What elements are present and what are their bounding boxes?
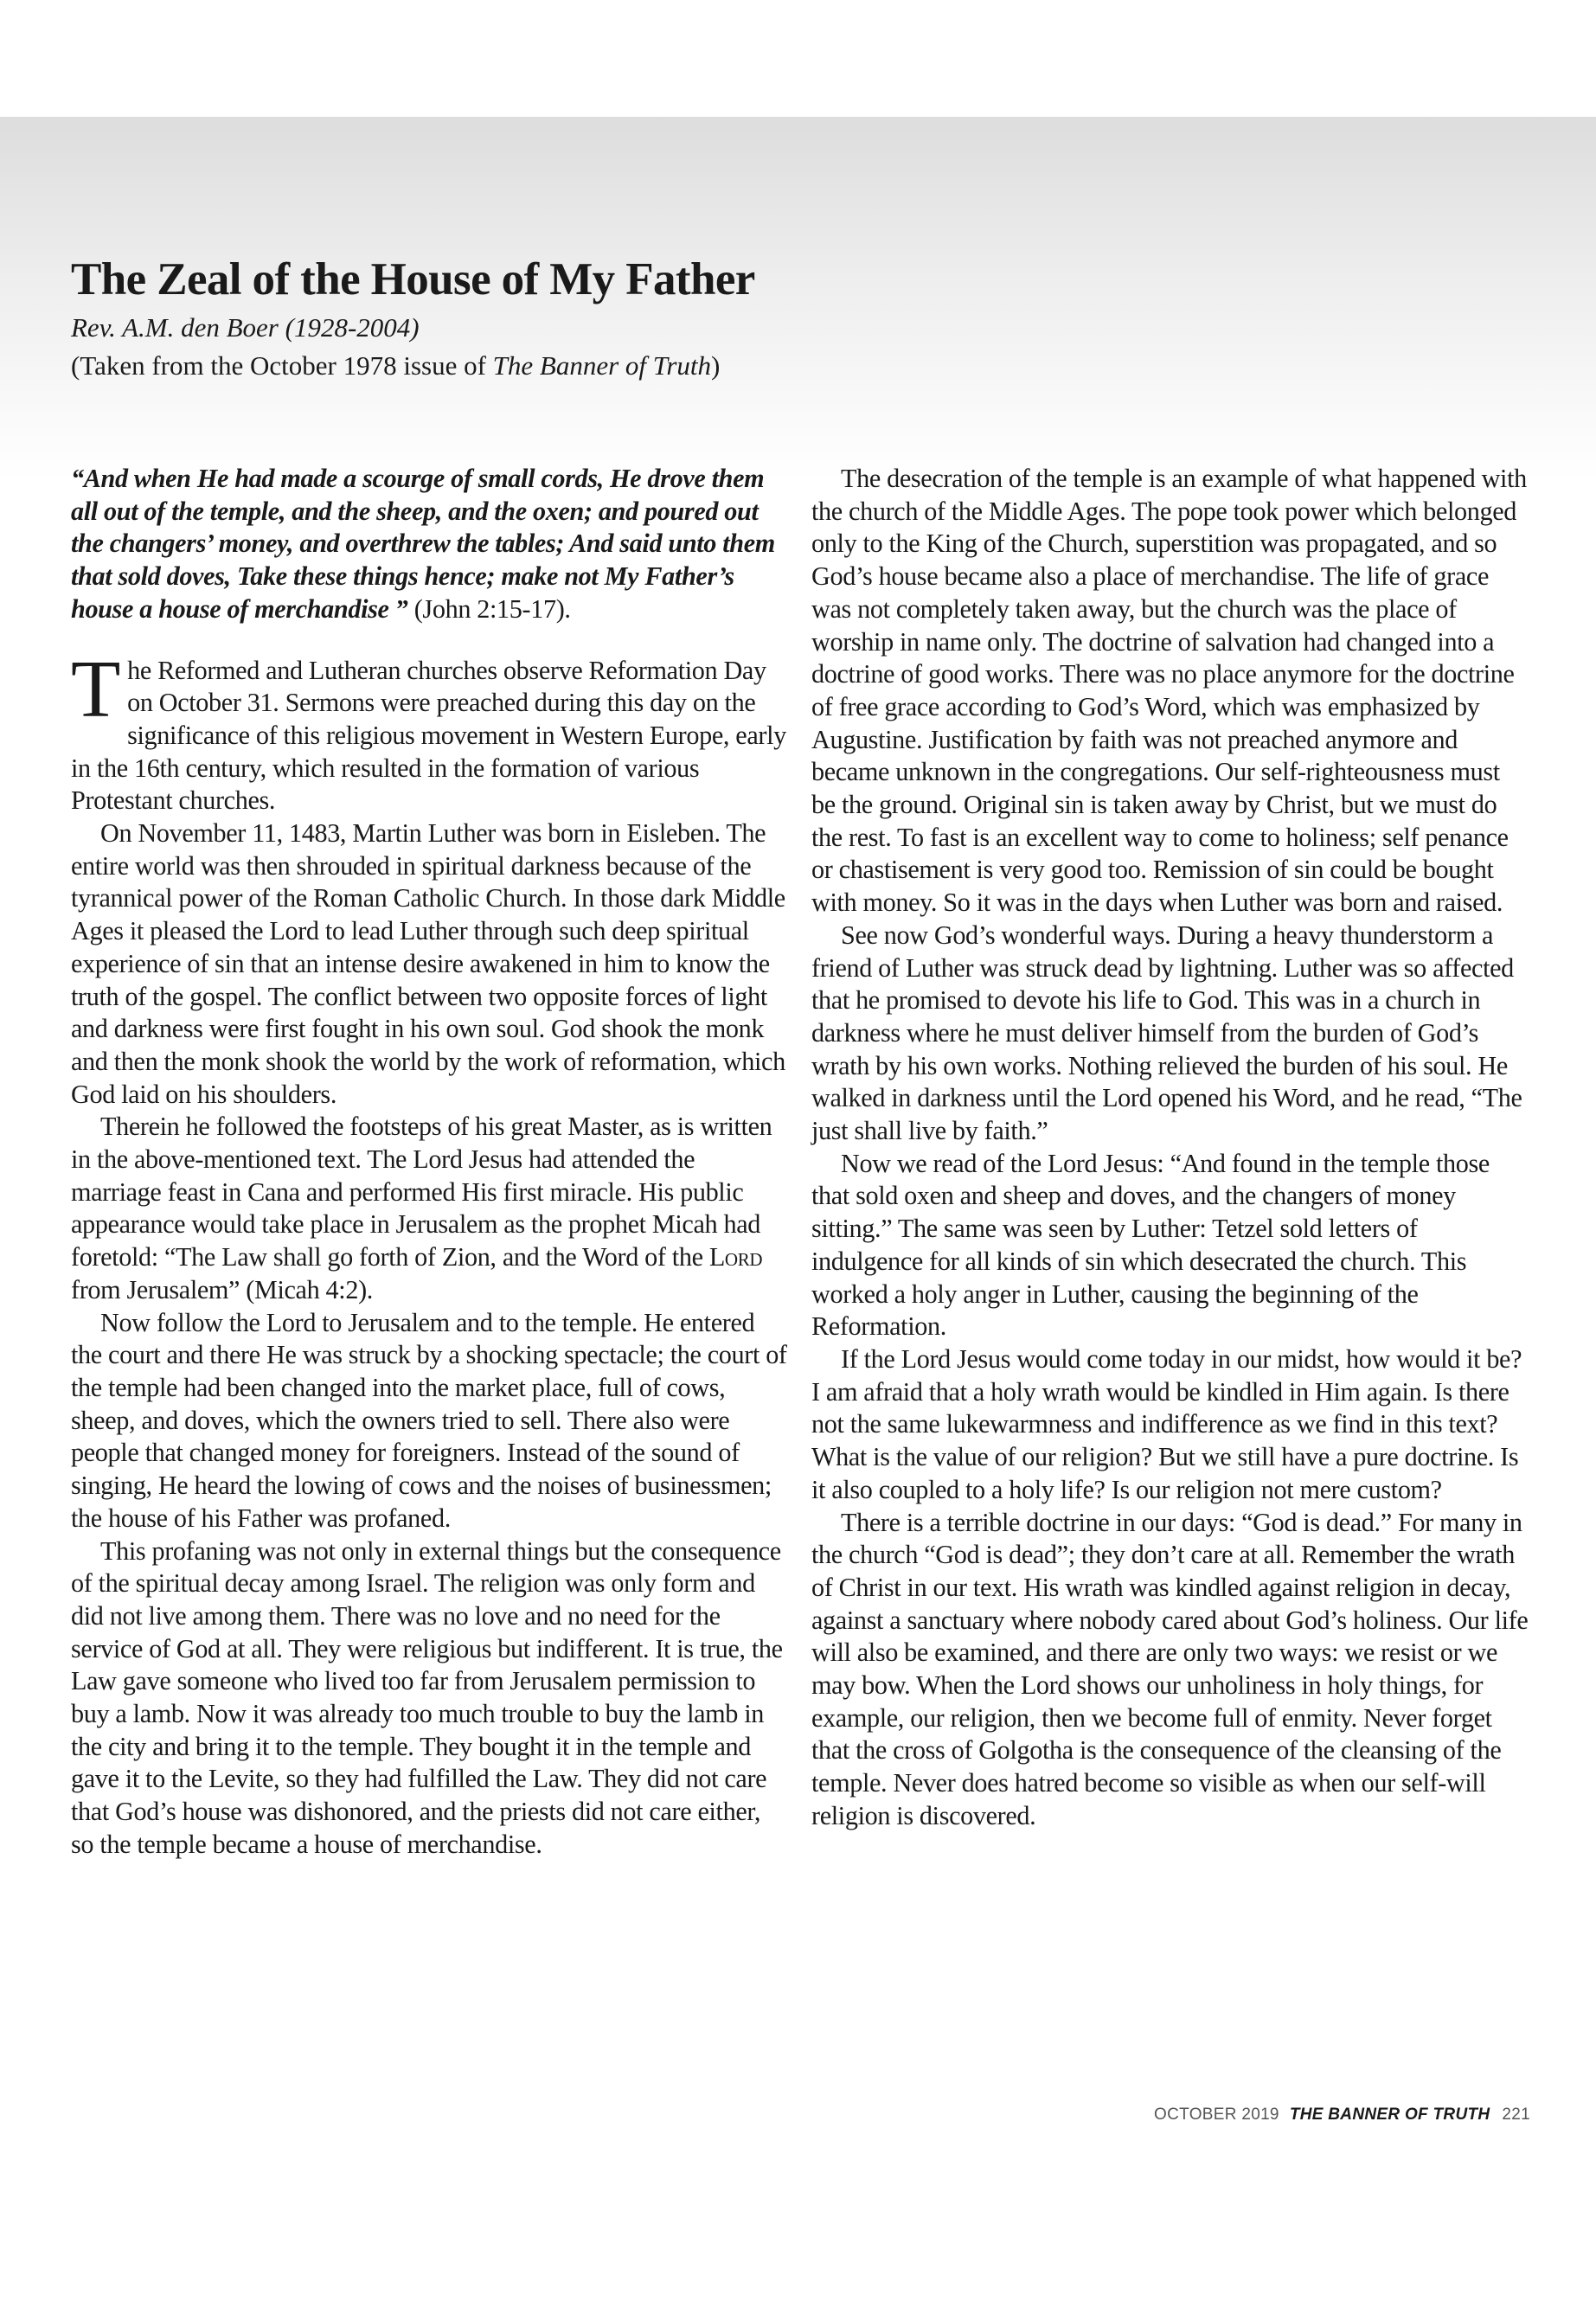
body-paragraph: On November 11, 1483, Martin Luther was born in Eisleben. The entire world was then shrouded in spiritual darkness because of the tyrannical power of the Roman Catholic Church. In those dark Middle Ages it pleased the Lord to lead Luther through such deep spiritual experience of sin that an intense desire awakened in him to know the truth of the gospel. The conflict between two opposite forces of light and darkness were first fought in his own soul. God shook the monk and then the monk shook the world by the work of reformation, which God laid on his shoulders. — [71, 818, 785, 1109]
footer-magazine: THE BANNER OF TRUTH — [1289, 2106, 1490, 2124]
scripture-quote — [71, 463, 789, 626]
scripture-text: “And when He had made a scourge of small cords, He drove them all out of the temple, and the sheep, and the oxen; and poured out the changers’ money, and overthrew the tables; And said unto them that sold doves, Take these things hence; make not My Father’s house a house of merchandise ” — [71, 464, 775, 624]
body-paragraph: Now follow the Lord to Jerusalem and to the temple. He entered the court and there He was struck by a shocking spectacle; the court of the temple had been changed into the market place, full of cows, sheep, and doves, which the owners tried to sell. There also were people that changed money for foreigners. Instead of the sound of singing, He heard the lowing of cows and the noises of businessmen; the house of his Father was profaned. — [71, 1307, 787, 1533]
body-paragraph: The desecration of the temple is an example of what happened with the church of the Middle Ages. The pope took power which belonged only to the King of the Church, superstition was propagated, and so God’s house became also a place of merchandise. The life of grace was not completely taken away, but the church was the place of worship in name only. The doctrine of salvation had changed into a doctrine of good works. There was no place anymore for the doctrine of free grace according to God’s Word, which was emphasized by Augustine. Justification by faith was not preached anymore and became unknown in the congregations. Our self-righteousness must be the ground. Original sin is taken away by Christ, but we must do the rest. To fast is an excellent way to come to holiness; self penance or chastisement is very good too. Remission of sin could be bought with money. So it was in the days when Luther was born and raised. — [811, 464, 1527, 918]
body-paragraph — [71, 1111, 789, 1306]
footer-date: OCTOBER 2019 — [1154, 2106, 1279, 2124]
source-suffix: ) — [711, 350, 721, 381]
source-prefix: (Taken from the October 1978 issue of — [71, 350, 493, 381]
scripture-reference: (John 2:15-17). — [413, 593, 571, 624]
body-paragraph: Now we read of the Lord Jesus: “And found in the temple those that sold oxen and sheep and doves, and the changers of money sitting.” The same was seen by Luther: Tetzel sold letters of indulgence for all kinds of sin which desecrated the church. This worked a holy anger in Luther, causing the beginning of the Reformation. — [811, 1148, 1490, 1342]
body-paragraph: If the Lord Jesus would come today in our midst, how would it be? I am afraid that a holy wrath would be kindled in Him again. Is there not the same lukewarmness and indifference as we find in this text? What is the value of our religion? But we still have a pure doctrine. Is it also coupled to a holy life? Is our religion not mere custom? — [811, 1343, 1522, 1504]
lord-smallcaps: Lord — [708, 1242, 763, 1272]
body-paragraph: This profaning was not only in external things but the consequence of the spiritual decay among Israel. The religion was only form and did not live among them. There was no love and no need for the service of God at all. They were religious but indifferent. It is true, the Law gave someone who lived too far from Jerusalem permission to buy a lamb. Now it was already too much trouble to buy the lamb in the city and bring it to the temple. They bought it in the temple and gave it to the Levite, so they had fulfilled the Law. They did not care that God’s house was dishonored, and the priests did not care either, so the temple became a house of merchandise. — [71, 1535, 783, 1859]
source-publication: The Banner of Truth — [492, 350, 712, 381]
paragraph-text: Therein he followed the footsteps of his great Master, as is written in the above-mentioned text. The Lord Jesus had attended the marriage feast in Cana and performed His first miracle. His public appearance would take place in Jerusalem as the prophet Micah had foretold: “The Law shall go forth of Zion, and the Word of the — [71, 1112, 772, 1272]
title-block — [71, 251, 1022, 384]
article-author: Rev. A.M. den Boer (1928-2004) — [71, 312, 420, 343]
body-paragraph: The Reformed and Lutheran churches observe Reformation Day on October 31. Sermons were preached during this day on the significance of this religious movement in Western Europe, early in the 16th century, which resulted in the formation of various Protestant churches. — [71, 644, 786, 816]
article-title: The Zeal of the House of My Father — [71, 254, 755, 304]
paragraph-text: from Jerusalem” (Micah 4:2). — [71, 1274, 373, 1304]
body-paragraph: See now God’s wonderful ways. During a heavy thunderstorm a friend of Luther was struck dead by lightning. Luther was so affected that he promised to devote his life to God. This was in a church in darkness where he must deliver himself from the burden of God’s wrath by his own works. Nothing relieved the burden of his soul. He walked in darkness until the Lord opened his Word, and he read, “The just shall live by faith.” — [811, 920, 1522, 1146]
page-number: 221 — [1502, 2106, 1530, 2124]
page-footer — [1154, 2106, 1530, 2125]
article-source — [71, 348, 1022, 384]
left-column — [71, 463, 789, 1862]
body-paragraph: There is a terrible doctrine in our days: “God is dead.” For many in the church “God is dead”; they don’t care at all. Remember the wrath of Christ in our text. His wrath was kindled against religion in decay, against a sanctuary where nobody cared about God’s holiness. Our life will also be examined, and there are only two ways: we resist or we may bow. When the Lord shows our unholiness in holy things, for example, our religion, then we become full of enmity. Never forget that the cross of Golgotha is the consequence of the cleansing of the temple. Never does hatred become so visible as when our self-will religion is discovered. — [811, 1507, 1529, 1830]
right-column — [811, 463, 1529, 1833]
